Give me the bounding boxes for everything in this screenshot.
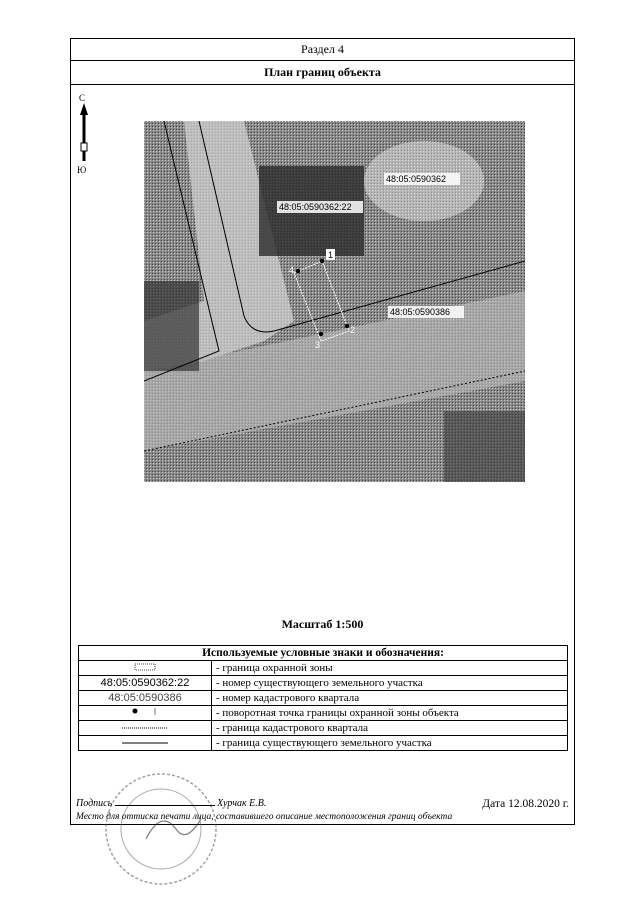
signature-label: Подпись xyxy=(76,798,113,809)
legend-desc: - граница охранной зоны xyxy=(212,661,568,676)
legend-desc: - граница кадастрового квартала xyxy=(212,721,568,736)
legend-table xyxy=(78,645,568,751)
legend-desc: - граница существующего земельного участка xyxy=(212,736,568,751)
turn-point-4 xyxy=(296,269,300,273)
dotted-line-icon xyxy=(120,725,170,731)
compass xyxy=(77,93,97,173)
point-label-4: 4 xyxy=(289,265,295,275)
site-plan-map xyxy=(144,121,525,482)
legend-row xyxy=(79,706,568,721)
handwritten-signature-icon xyxy=(146,819,201,839)
legend-symbol-text: 48:05:0590386 xyxy=(79,691,212,706)
aerial-photo xyxy=(144,121,525,482)
turn-point-2 xyxy=(345,324,349,328)
legend-symbol-text: 48:05:0590362:22 xyxy=(79,676,212,691)
turn-point-icon xyxy=(125,706,165,716)
legend-desc: - номер кадастрового квартала xyxy=(212,691,568,706)
turn-point-3 xyxy=(319,332,323,336)
compass-south-label: Ю xyxy=(77,165,87,175)
legend-desc: - номер существующего земельного участка xyxy=(212,676,568,691)
page-title: План границ объекта xyxy=(71,60,574,85)
legend-row xyxy=(79,691,568,706)
turn-point-1 xyxy=(320,259,324,263)
point-label-1: 1 xyxy=(328,250,334,260)
map-label-parcel: 48:05:0590362:22 xyxy=(279,202,352,212)
document-date: Дата 12.08.2020 г. xyxy=(482,798,569,810)
compass-arrow-icon xyxy=(77,103,91,163)
legend-desc: - поворотная точка границы охранной зоны объекта xyxy=(212,706,568,721)
map-label-quarter-1: 48:05:0590362 xyxy=(386,174,447,184)
seal-stamp-icon xyxy=(101,769,221,889)
legend-header: Используемые условные знаки и обозначения: xyxy=(79,646,568,661)
legend-row xyxy=(79,721,568,736)
legend-row xyxy=(79,661,568,676)
legend-row xyxy=(79,736,568,751)
legend-row xyxy=(79,676,568,691)
document-frame xyxy=(70,38,575,825)
map-scale: Масштаб 1:500 xyxy=(281,617,364,631)
dotted-rect-icon xyxy=(134,663,156,671)
seal-note: Место для оттиска печати лица, составившего описание местоположения границ объекта xyxy=(76,812,453,822)
solid-line-icon xyxy=(120,740,170,746)
point-label-2: 2 xyxy=(350,325,356,335)
compass-north-label: С xyxy=(79,93,86,103)
signer-name: Хурчак Е.В. xyxy=(217,798,267,809)
section-header: Раздел 4 xyxy=(71,39,574,61)
signature-line xyxy=(76,798,266,809)
point-label-3: 3 xyxy=(315,340,321,350)
map-label-quarter-2: 48:05:0590386 xyxy=(390,307,451,317)
